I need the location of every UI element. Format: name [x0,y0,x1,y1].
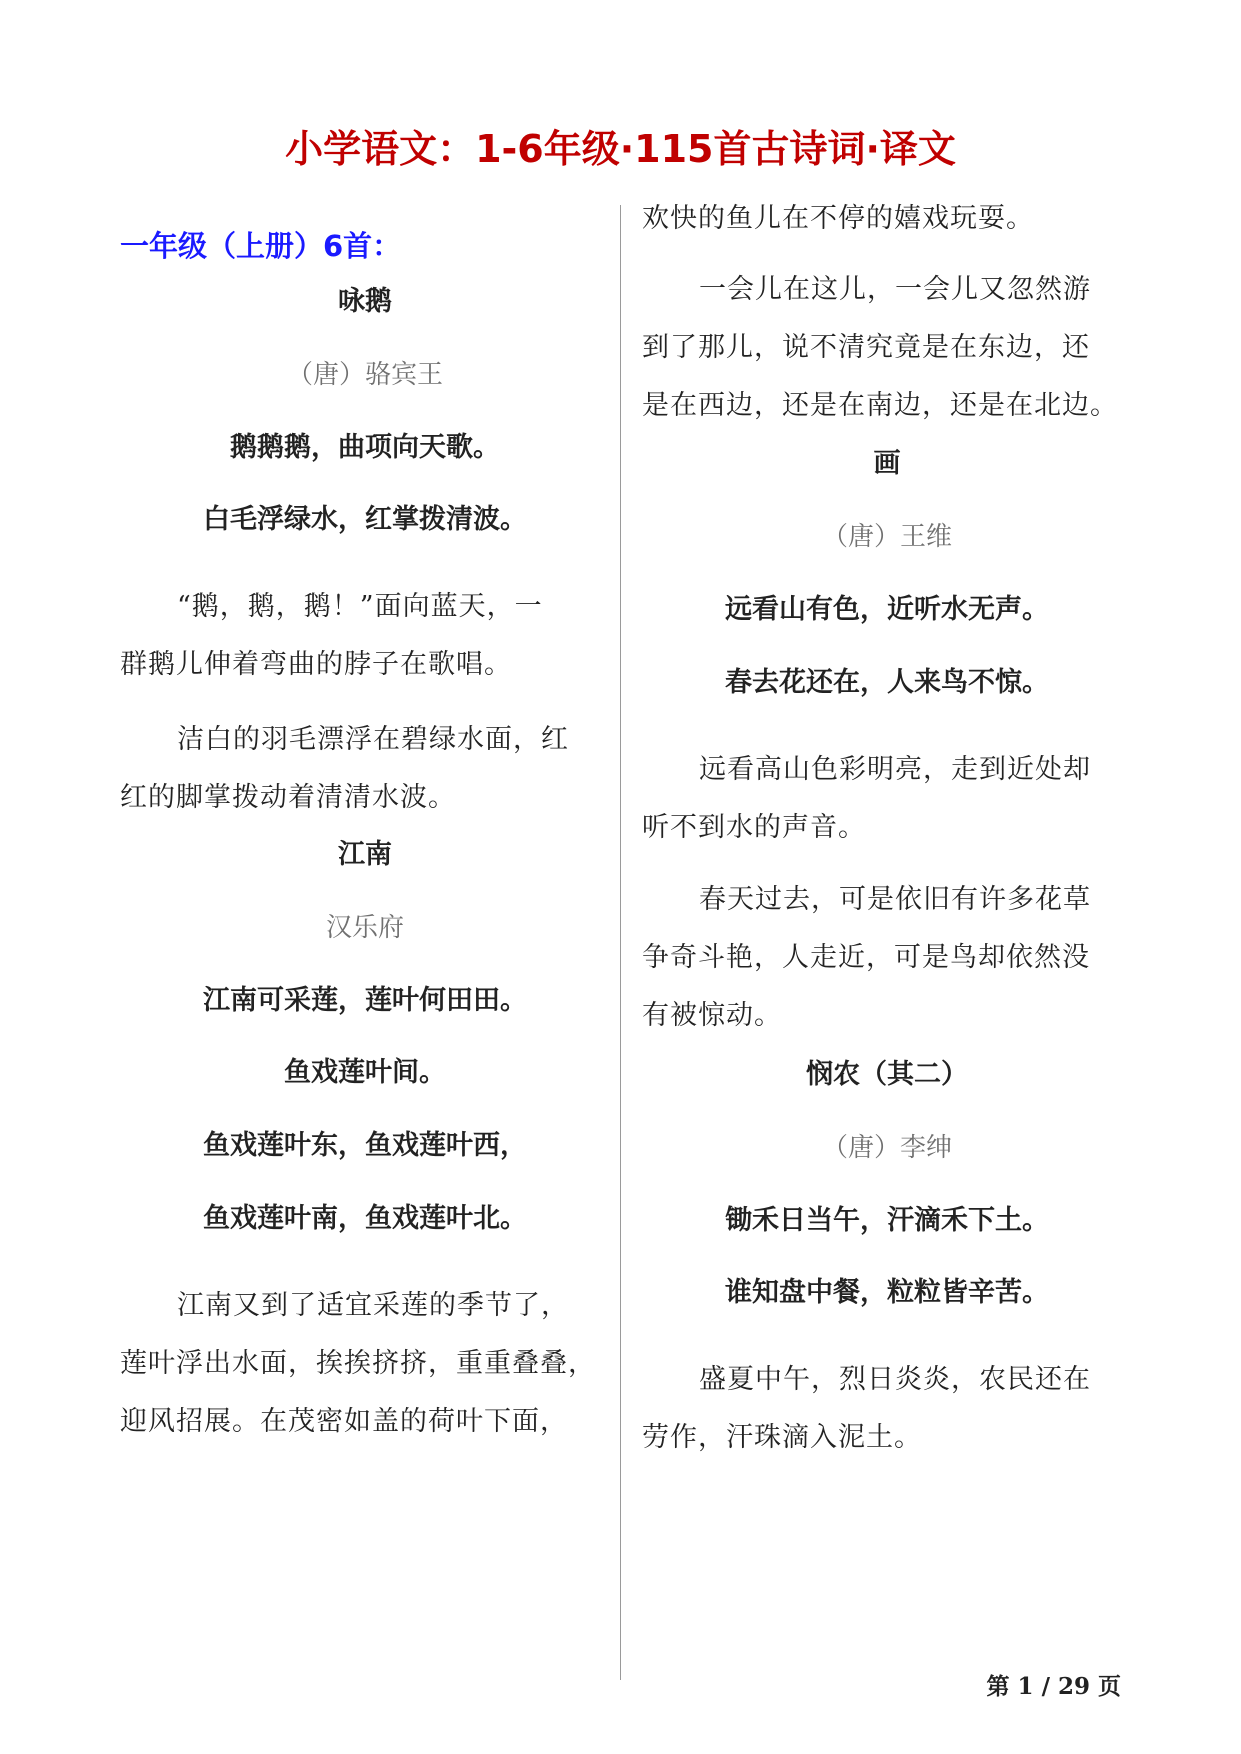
translation-line: 听不到水的声音。 [642,812,866,843]
translation-line: 争奇斗艳，人走近，可是鸟却依然没 [642,942,1090,973]
poem-line: 春去花还在，人来鸟不惊。 [725,667,1049,698]
poem-line: 江南可采莲，莲叶何田田。 [203,985,527,1016]
translation-line: 劳作，汗珠滴入泥土。 [642,1422,922,1453]
translation-line: 一会儿在这儿，一会儿又忽然游 [699,274,1091,305]
translation-line: 红的脚掌拨动着清清水波。 [120,782,456,813]
translation-line: “鹅，鹅，鹅！”面向蓝天，一 [177,591,543,622]
translation-line: 迎风招展。在茂密如盖的荷叶下面， [120,1406,568,1437]
poem-line: 鱼戏莲叶东，鱼戏莲叶西， [203,1130,527,1161]
poem-author: 汉乐府 [325,913,404,943]
poem-line: 鱼戏莲叶南，鱼戏莲叶北。 [203,1203,527,1234]
translation-line: 春天过去，可是依旧有许多花草 [699,884,1091,915]
poem-line: 谁知盘中餐，粒粒皆辛苦。 [725,1277,1049,1308]
poem-line: 远看山有色，近听水无声。 [725,594,1049,625]
translation-line: 洁白的羽毛漂浮在碧绿水面，红 [177,724,569,755]
translation-line: 是在西边，还是在南边，还是在北边。 [642,390,1118,421]
poem-title: 悯农（其二） [806,1059,968,1090]
poem-line: 鱼戏莲叶间。 [284,1057,446,1088]
poem-line: 白毛浮绿水，红掌拨清波。 [203,504,527,535]
poem-line: 锄禾日当午，汗滴禾下土。 [725,1205,1049,1236]
translation-line: 到了那儿，说不清究竟是在东边，还 [642,332,1090,363]
translation-line: 江南又到了适宜采莲的季节了， [177,1290,569,1321]
translation-line: 莲叶浮出水面，挨挨挤挤，重重叠叠， [120,1348,596,1379]
poem-author: （唐）王维 [821,522,952,552]
translation-line: 盛夏中午，烈日炎炎，农民还在 [699,1364,1091,1395]
translation-line: 欢快的鱼儿在不停的嬉戏玩耍。 [642,203,1034,234]
translation-line: 远看高山色彩明亮，走到近处却 [699,754,1091,785]
poem-author: （唐）李绅 [821,1133,952,1163]
poem-title: 画 [873,448,901,479]
page-number: 第 1 / 29 页 [986,1673,1121,1700]
poem-title: 江南 [338,839,392,870]
translation-line: 有被惊动。 [642,1000,782,1031]
poem-title: 咏鹅 [338,286,392,317]
grade-heading: 一年级（上册）6首： [120,229,402,263]
column-divider [620,205,621,1680]
poem-author: （唐）骆宾王 [286,360,443,390]
document-title: 小学语文：1-6年级·115首古诗词·译文 [285,127,956,171]
poem-line: 鹅鹅鹅，曲项向天歌。 [230,432,500,463]
translation-line: 群鹅儿伸着弯曲的脖子在歌唱。 [120,649,512,680]
